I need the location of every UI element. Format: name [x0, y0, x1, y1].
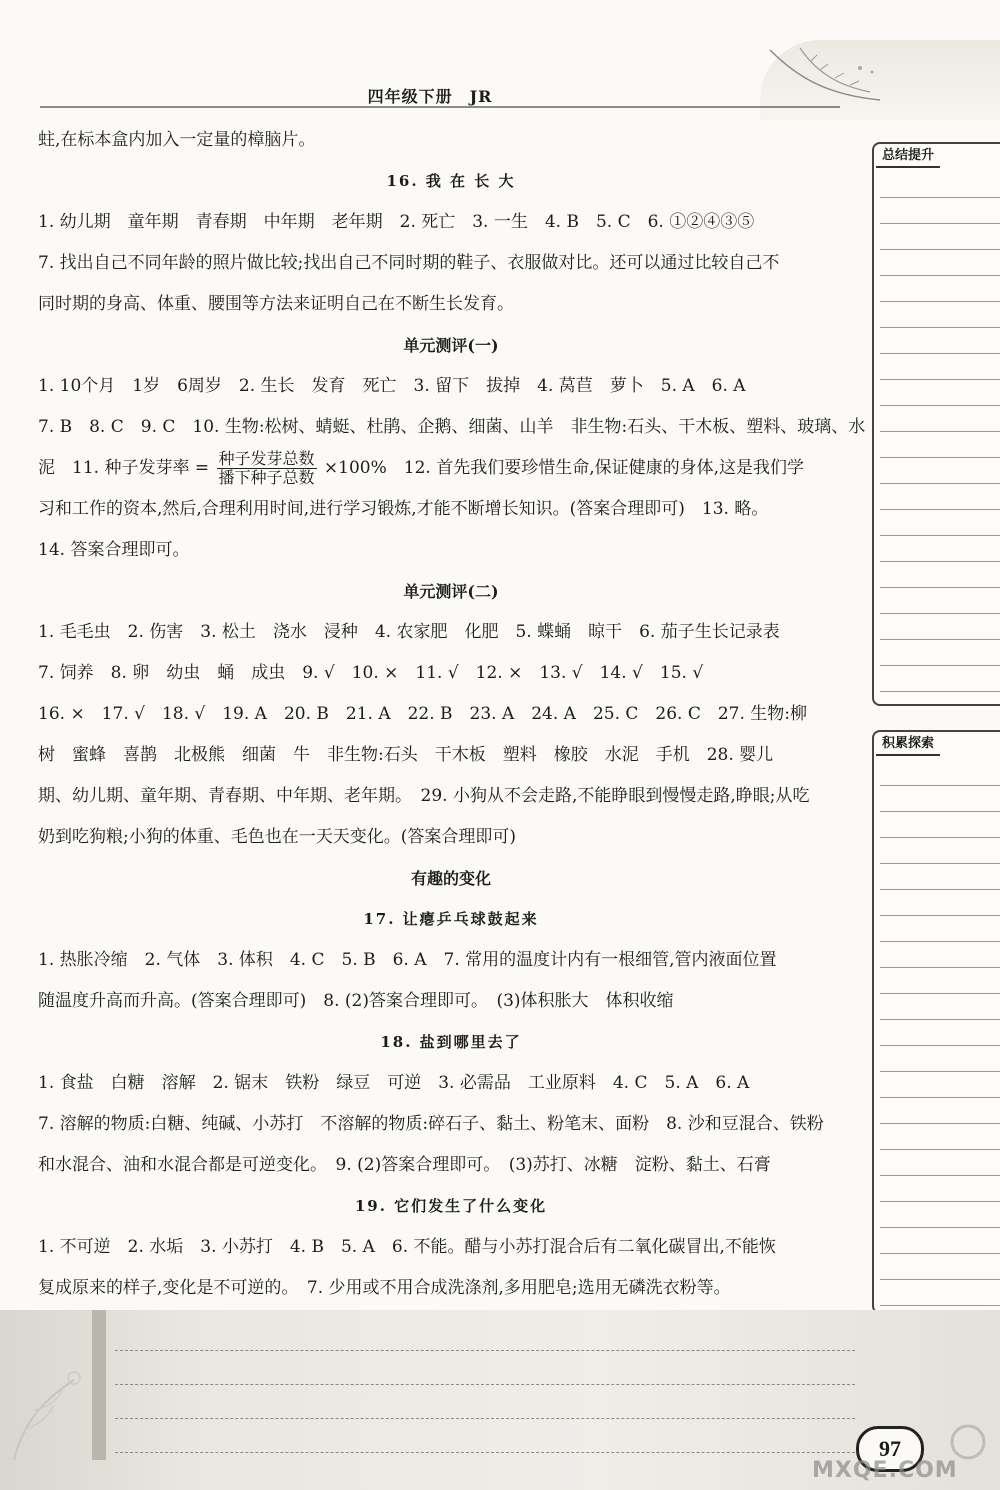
footer-note-line: [115, 1418, 855, 1419]
section-title-interesting-changes: 有趣的变化: [410, 869, 491, 888]
section-title-unit-test-1: 单元测评(一): [403, 336, 499, 355]
text-line: 16. × 17. √ 18. √ 19. A 20. B 21. A 22. B 23. A 24. A 25. C 26. C 27. 生物:柳: [38, 704, 808, 724]
note-lines: [880, 172, 1000, 698]
text-line: 7. 溶解的物质:白糖、纯碱、小苏打 不溶解的物质:碎石子、黏土、粉笔末、面粉 8. 沙和豆混合、铁粉: [38, 1114, 824, 1134]
text-line: 1. 毛毛虫 2. 伤害 3. 松土 浇水 浸种 4. 农家肥 化肥 5. 蝶蛹 晾干 6. 茄子生长记录表: [38, 622, 780, 642]
text-line: 1. 幼儿期 童年期 青春期 中年期 老年期 2. 死亡 3. 一生 4. B 5. C 6. ①②④③⑤: [38, 212, 755, 232]
note-lines: [880, 760, 1000, 1306]
leaf-decoration-icon: [760, 40, 1000, 120]
text-line: 奶到吃狗粮;小狗的体重、毛色也在一天天变化。(答案合理即可): [38, 827, 516, 847]
section-title-17: 17. 让瘪乒乓球鼓起来: [363, 910, 539, 928]
text-line: 蛀,在标本盒内加入一定量的樟脑片。: [38, 130, 316, 150]
watermark-text: MXQE.COM: [812, 1458, 958, 1483]
text-line: 1. 不可逆 2. 水垢 3. 小苏打 4. B 5. A 6. 不能。醋与小苏打混合后有二氧化碳冒出,不能恢: [38, 1237, 776, 1257]
text-line: 复成原来的样子,变化是不可逆的。 7. 少用或不用合成洗涤剂,多用肥皂;选用无磷洗衣粉等。: [38, 1278, 731, 1298]
text-line: 7. 饲养 8. 卵 幼虫 蛹 成虫 9. √ 10. × 11. √ 12. × 13. √ 14. √ 15. √: [38, 663, 704, 683]
section-title-unit-test-2: 单元测评(二): [403, 582, 499, 601]
page-header-title: 四年级下册 JR: [367, 87, 493, 106]
explore-tab-label: 积累探索: [876, 734, 940, 756]
formula-line: [38, 448, 864, 489]
text-line: 同时期的身高、体重、腰围等方法来证明自己在不断生长发育。: [38, 294, 514, 314]
section-title-19: 19. 它们发生了什么变化: [354, 1197, 548, 1215]
text-line: 1. 热胀冷缩 2. 气体 3. 体积 4. C 5. B 6. A 7. 常用的温度计内有一根细管,管内液面位置: [38, 950, 777, 970]
germination-rate-fraction: [217, 450, 317, 487]
text-line: 7. 找出自己不同年龄的照片做比较;找出自己不同时期的鞋子、衣服做对比。还可以通过比较自己不: [38, 253, 780, 273]
text-line: 树 蜜蜂 喜鹊 北极熊 细菌 牛 非生物:石头 干木板 塑料 橡胶 水泥 手机 28. 婴儿: [38, 745, 774, 765]
text-line: 1. 食盐 白糖 溶解 2. 锯末 铁粉 绿豆 可逆 3. 必需品 工业原料 4. C 5. A 6. A: [38, 1073, 750, 1093]
footer-note-line: [115, 1384, 855, 1385]
text-line: 14. 答案合理即可。: [38, 540, 190, 560]
section-title-18: 18. 盐到哪里去了: [380, 1033, 522, 1051]
summary-notes-box: [872, 142, 1000, 706]
floral-decoration-icon: [4, 1320, 94, 1470]
text-line: 随温度升高而升高。(答案合理即可) 8. (2)答案合理即可。 (3)体积胀大 体积收缩: [38, 991, 674, 1011]
text-line: 1. 10个月 1岁 6周岁 2. 生长 发育 死亡 3. 留下 拔掉 4. 莴苣 萝卜 5. A 6. A: [38, 376, 746, 396]
footer-note-line: [115, 1452, 855, 1453]
text-line: 和水混合、油和水混合都是可逆变化。 9. (2)答案合理即可。 (3)苏打、冰糖 淀粉、黏土、石膏: [38, 1155, 771, 1175]
fraction-denominator: 播下种子总数: [218, 468, 315, 487]
footer-stripe: [92, 1310, 106, 1460]
text-line: 7. B 8. C 9. C 10. 生物:松树、蜻蜓、杜鹃、企鹅、细菌、山羊 非生物:石头、干木板、塑料、玻璃、水: [38, 417, 866, 437]
section-title-16: 16. 我 在 长 大: [386, 172, 516, 190]
answer-content: [38, 120, 864, 1309]
header-divider: [40, 106, 840, 108]
fraction-numerator: 种子发芽总数: [218, 449, 315, 468]
formula-prefix: 泥 11. 种子发芽率 =: [38, 458, 210, 478]
formula-suffix: ×100% 12. 首先我们要珍惜生命,保证健康的身体,这是我们学: [323, 458, 805, 478]
page-number: 97: [856, 1426, 924, 1472]
footer-note-line: [115, 1350, 855, 1351]
explore-notes-box: [872, 730, 1000, 1314]
summary-tab-label: 总结提升: [876, 146, 940, 168]
text-line: 期、幼儿期、童年期、青春期、中年期、老年期。 29. 小狗从不会走路,不能睁眼到慢慢走路,睁眼;从吃: [38, 786, 810, 806]
text-line: 习和工作的资本,然后,合理利用时间,进行学习锻炼,才能不断增长知识。(答案合理即可) 13. 略。: [38, 499, 769, 519]
